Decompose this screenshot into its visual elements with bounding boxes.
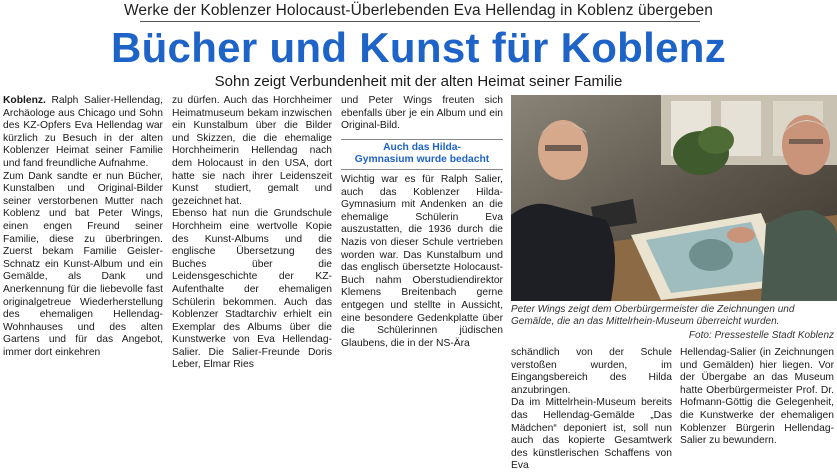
paragraph: schändlich von der Schule verstoßen wurden, im Eingangsbereich des Hilda anzubringen. xyxy=(511,347,672,396)
subheading-line: Auch das Hilda- xyxy=(383,141,461,153)
subline: Sohn zeigt Verbundenheit mit der alten Heimat seiner Familie xyxy=(214,73,623,90)
paragraph: und Peter Wings freuten sich ebenfalls über je ein Album und ein Original-Bild. xyxy=(341,95,503,132)
subheading-line: Gymnasium wurde bedacht xyxy=(354,154,490,166)
paragraph: Hellendag-Salier (in Zeichnungen und Gemälden) hier liegen. Vor der Übergabe an das Museum hatte Oberbürgermeister Prof. Dr. Hofmann-Göttig die Gelegenheit, die Kunstwerke der ehemaligen Koblenzer Bürgerin Hellendag-Salier zu bewundern. xyxy=(680,347,834,447)
kicker: Werke der Koblenzer Holocaust-Überlebenden Eva Hellendag in Koblenz übergeben xyxy=(123,2,714,19)
kicker-underline xyxy=(140,21,700,22)
paragraph: Da im Mittelrhein-Museum bereits das Hellendag-Gemälde „Das Mädchen“ deponiert ist, soll nun auch das kopierte Gesamtwerk des künstlerischen Schaffens von Eva xyxy=(511,397,672,472)
article-column-2 xyxy=(172,95,332,372)
subheading xyxy=(341,139,503,170)
photo-caption: Peter Wings zeigt dem Oberbürgermeister die Zeichnungen und Gemälde, die an das Mittelrhein-Museum überreicht wurden. xyxy=(511,304,795,328)
paragraph: Ebenso hat nun die Grundschule Horchheim eine wertvolle Kopie des Kunst-Albums und die englische Übersetzung des Buches über die Leidensgeschichte der KZ-Aufenthalte der ehemaligen Schülerin bekommen. Auch das Koblenzer Stadtarchiv erhielt ein Exemplar des Albums über die Kunstwerke von Eva Hellendag-Salier. Die Salier-Freunde Doris Leber, Elmar Ries xyxy=(172,208,332,371)
photo-illustration xyxy=(511,95,837,301)
article-photo xyxy=(511,95,837,301)
headline: Bücher und Kunst für Koblenz xyxy=(110,24,727,71)
article-column-5 xyxy=(680,347,834,448)
dateline: Koblenz. xyxy=(3,95,46,106)
paragraph: Wichtig war es für Ralph Salier, auch das Koblenzer Hilda-Gymnasium mit Andenken an die ehemalige Schülerin Eva auszustatten, die 1936 durch die Nazis von dieser Schule vertrieben worden war. Das Kunstalbum und das englisch übersetzte Holocaust-Buch nahm Oberstudiendirektor Klemens Breitenbach gerne entgegen und stellte in Aussicht, eine besondere Gedenkplatte über die Schülerinnen jüdischen Glaubens, die in der NS-Ära xyxy=(341,173,503,349)
article-column-4 xyxy=(511,347,672,473)
photo-credit: Foto: Pressestelle Stadt Koblenz xyxy=(688,330,834,341)
article-column-1 xyxy=(3,95,163,359)
paragraph: Ralph Salier-Hellendag, Archäologe aus Chicago und Sohn des KZ-Opfers Eva Hellendag war kürzlich zu Besuch in der alten Koblenzer Heimat seiner Familie und fand freundliche Aufnahme. xyxy=(3,95,163,169)
article-column-3 xyxy=(341,95,503,350)
paragraph: zu dürfen. Auch das Horchheimer Heimatmuseum bekam inzwischen ein Kunstalbum über die Bilder und Skizzen, die die ehemalige Horchheimerin Hellendag nach dem Holocaust in den USA, dort hatte sie nach ihrer Leidenszeit Kunst studiert, gemalt und gezeichnet hat. xyxy=(172,95,332,207)
paragraph: Zum Dank sandte er nun Bücher, Kunstalben und Original-Bilder seiner verstorbenen Mutter nach Koblenz und bat Peter Wings, einen engen Freund seiner Familie, diese zu überbringen. Zuerst bekam Familie Geisler-Schnatz ein Kunst-Album und ein Gemälde, als Dank und Anerkennung für die liebevolle fast originalgetreue Wiederherstellung des ehemaligen Hellendag-Wohnhauses und des alten Gartens und für das Angebot, immer dort einkehren xyxy=(3,170,163,358)
